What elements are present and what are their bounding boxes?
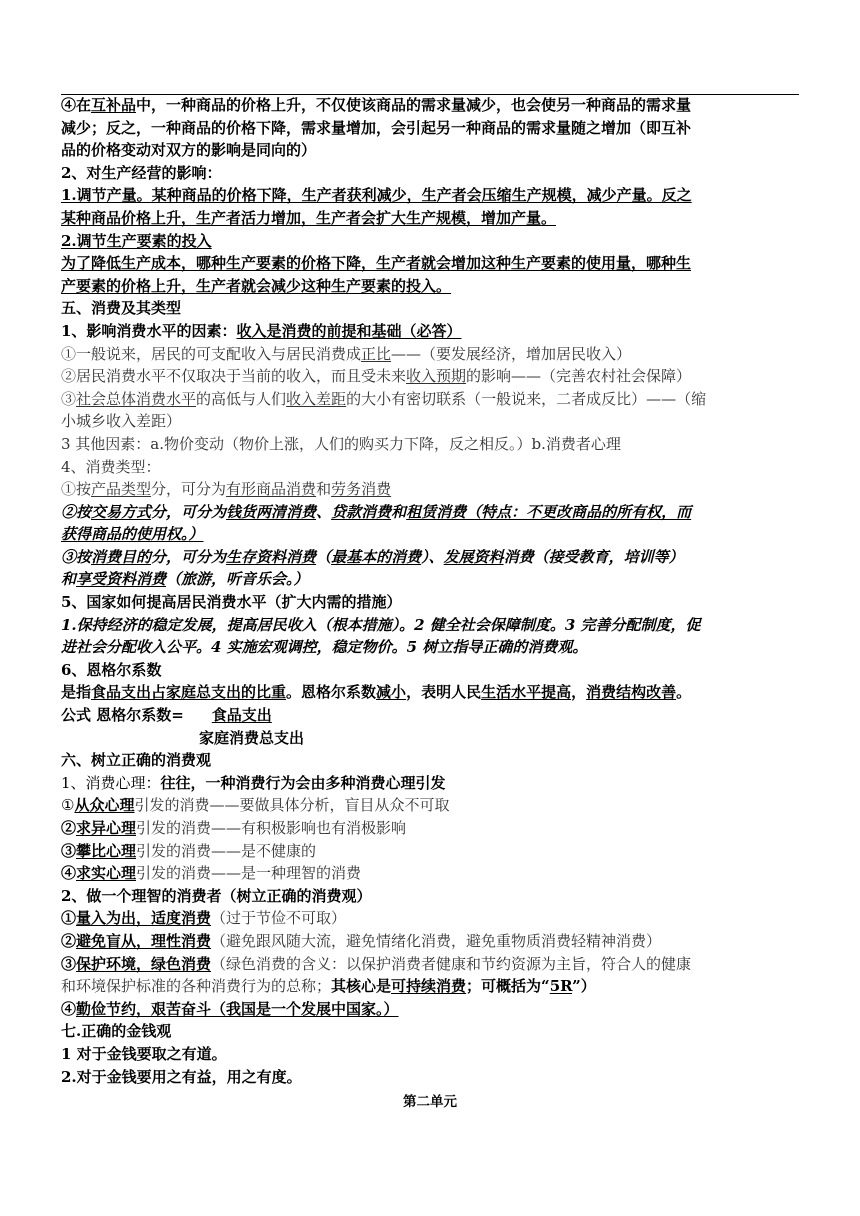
formula-numerator: 食品支出	[211, 706, 272, 725]
text-line: ④勤俭节约，艰苦奋斗（我国是一个发展中国家。）	[61, 999, 399, 1018]
text-line: ③保护环境，绿色消费（绿色消费的含义：以保护消费者健康和节约资源为主旨，符合人的健康	[61, 954, 692, 973]
text-line: 产要素的价格上升，生产者就会减少这种生产要素的投入。	[61, 276, 452, 295]
text-line: 和环境保护标准的各种消费行为的总称；其核心是可持续消费；可概括为“5R”）	[61, 977, 596, 996]
text-line: ①一般说来，居民的可支配收入与居民消费成正比——（要发展经济，增加居民收入）	[61, 344, 632, 363]
text-line: 1.保持经济的稳定发展，提高居民收入（根本措施）。2 健全社会保障制度。3 完善分配制度，促	[61, 615, 701, 634]
section-heading: 六、树立正确的消费观	[61, 751, 212, 770]
text-line: 1 对于金钱要取之有道。	[61, 1044, 227, 1063]
text-line: 进社会分配收入公平。4 实施宏观调控，稳定物价。5 树立指导正确的消费观。	[61, 638, 588, 657]
text-line: ②按交易方式分，可分为钱货两清消费、贷款消费和租赁消费（特点：不更改商品的所有权，而	[61, 502, 692, 521]
text-line: 3 其他因素：a.物价变动（物价上涨，人们的购买力下降，反之相反。）b.消费者心理	[61, 434, 621, 453]
text-line: ③按消费目的分，可分为生存资料消费（最基本的消费）、发展资料消费（接受教育，培训等）	[61, 547, 684, 566]
formula-line: 公式 恩格尔系数= 食品支出	[61, 706, 272, 725]
text-line: 品的价格变动对双方的影响是同向的）	[61, 141, 317, 160]
sub-heading: 5、国家如何提高居民消费水平（扩大内需的措施）	[61, 593, 402, 612]
text-line: ④在互补品中，一种商品的价格上升，不仅使该商品的需求量减少，也会使另一种商品的需求量	[61, 96, 692, 114]
sub-heading: 1、影响消费水平的因素：收入是消费的前提和基础（必答）	[61, 321, 462, 340]
text-line: 1.调节产量。某种商品的价格下降，生产者获利减少，生产者会压缩生产规模，减少产量。反之	[61, 186, 692, 205]
text-line: 2.调节生产要素的投入	[61, 231, 212, 250]
section-heading: 七.正确的金钱观	[61, 1022, 172, 1041]
text-line: 小城乡收入差距）	[61, 412, 182, 431]
sub-heading: 1、消费心理：往往，一种消费行为会由多种消费心理引发	[61, 773, 446, 792]
text-line: ①按产品类型分，可分为有形商品消费和劳务消费	[61, 480, 392, 499]
text-line: ②求异心理引发的消费——有积极影响也有消极影响	[61, 819, 407, 837]
text-line: ③攀比心理引发的消费——是不健康的	[61, 841, 317, 860]
text-line: ④求实心理引发的消费——是一种理智的消费	[61, 864, 362, 883]
text-line: 和享受资料消费（旅游，听音乐会。）	[61, 570, 309, 589]
sub-heading: 4、消费类型：	[61, 457, 161, 476]
text-line: ②避免盲从，理性消费（避免跟风随大流，避免情绪化消费，避免重物质消费轻精神消费）	[61, 931, 662, 950]
text-line: 获得商品的使用权。）	[61, 525, 204, 544]
text-line: 某种商品价格上升，生产者活力增加，生产者会扩大生产规模，增加产量。	[61, 208, 557, 227]
text-line: 减少；反之，一种商品的价格下降，需求量增加，会引起另一种商品的需求量随之增加（即互补	[61, 118, 692, 137]
formula-denominator: 家庭消费总支出	[199, 728, 305, 747]
section-heading: 2、对生产经营的影响：	[61, 163, 222, 182]
sub-heading: 6、恩格尔系数	[61, 660, 162, 679]
unit-title: 第二单元	[403, 1094, 457, 1111]
text-line: ③社会总体消费水平的高低与人们收入差距的大小有密切联系（一般说来，二者成反比）——（缩	[61, 389, 707, 408]
text-line: 是指食品支出占家庭总支出的比重。恩格尔系数减小，表明人民生活水平提高，消费结构改善。	[61, 683, 692, 702]
sub-heading: 2、做一个理智的消费者（树立正确的消费观）	[61, 886, 372, 905]
text-line: ①量入为出，适度消费（过于节俭不可取）	[61, 909, 347, 928]
text-line: 2.对于金钱要用之有益，用之有度。	[61, 1067, 302, 1086]
text-line: ②居民消费水平不仅取决于当前的收入，而且受未来收入预期的影响——（完善农村社会保障）	[61, 367, 692, 386]
text-line: ①从众心理引发的消费——要做具体分析，盲目从众不可取	[61, 796, 450, 815]
document-page	[61, 94, 799, 1110]
section-heading: 五、消费及其类型	[61, 299, 182, 318]
text-line: 为了降低生产成本，哪种生产要素的价格下降，生产者就会增加这种生产要素的使用量，哪种生	[61, 254, 692, 273]
